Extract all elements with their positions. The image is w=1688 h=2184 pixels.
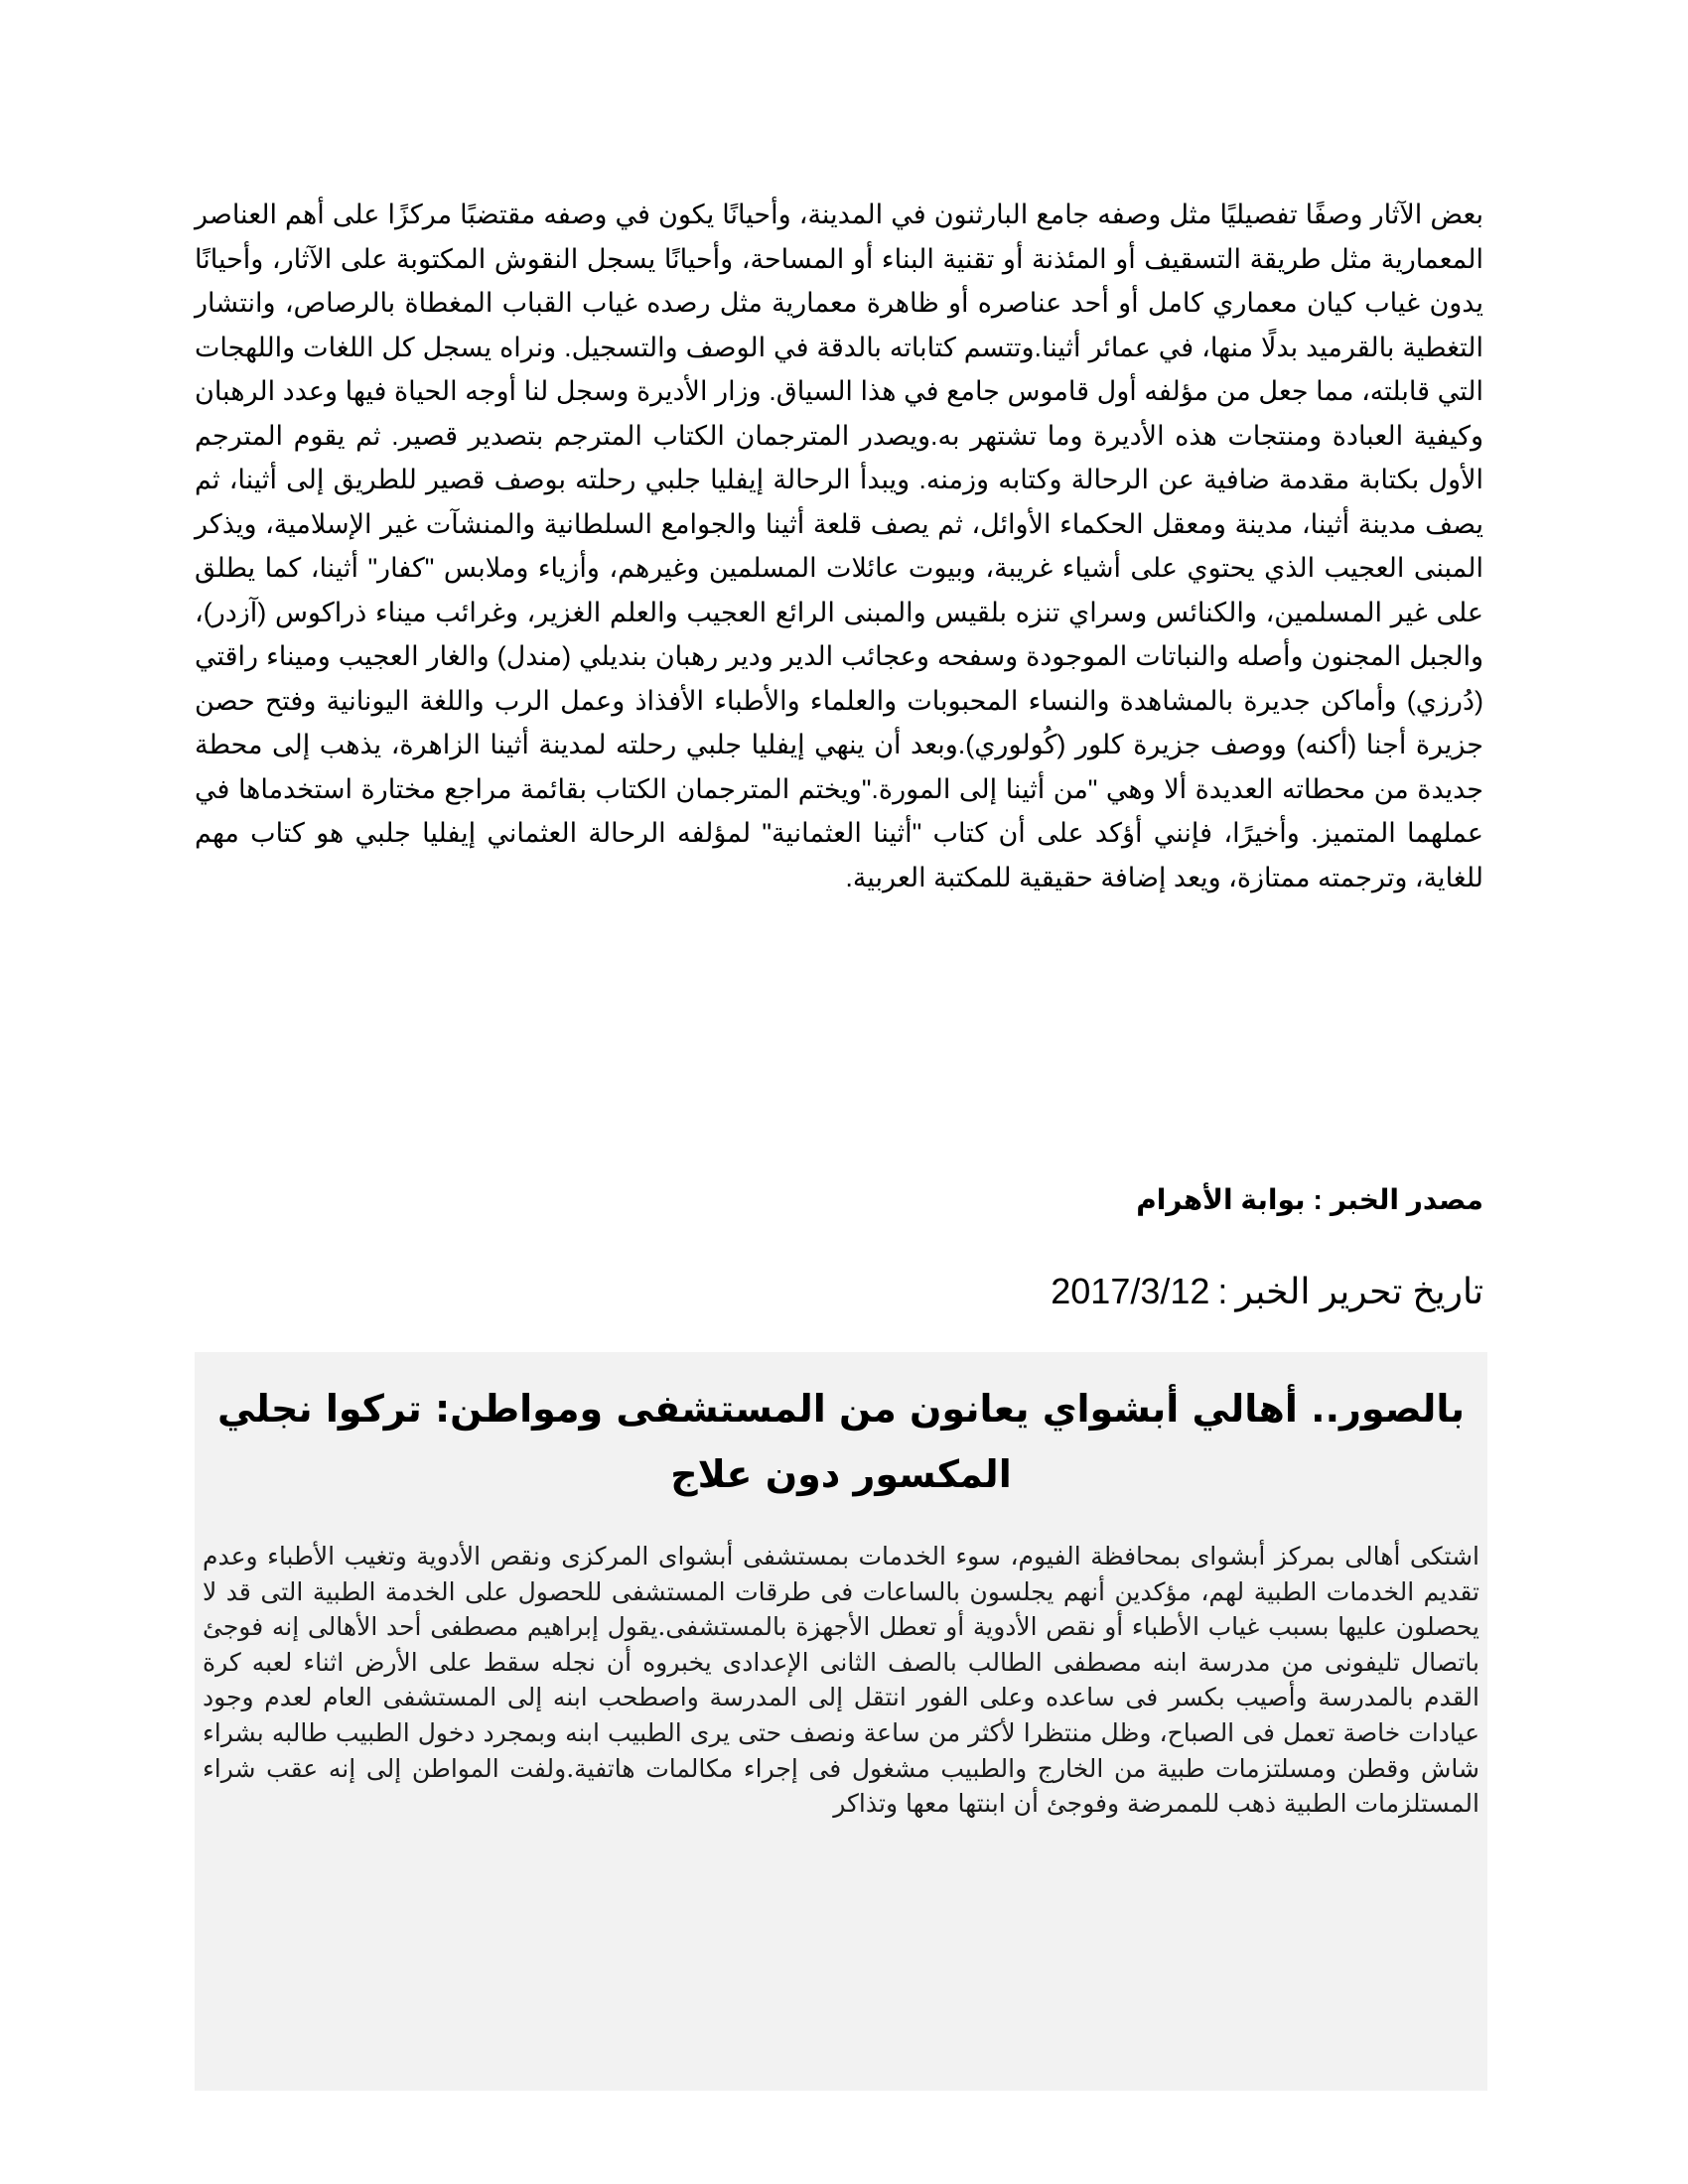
article-body-text: بعض الآثار وصفًا تفصيليًا مثل وصفه جامع البارثنون في المدينة، وأحيانًا يكون في وصفه مقتضبًا مركزًا على أهم العناصر المعمارية مثل طريقة التسقيف أو المئذنة أو تقنية البناء أو المساحة، وأحيانًا يسجل النقوش المكتوبة على الآثار، وأحيانًا يدون غياب كيان معماري كامل أو أحد عناصره أو ظاهرة معمارية مثل رصده غياب القباب المغطاة بالرصاص، وانتشار التغطية بالقرميد بدلًا منها، في عمائر أثينا.وتتسم كتاباته بالدقة في الوصف والتسجيل. ونراه يسجل كل اللغات واللهجات التي قابلته، مما جعل من مؤلفه أول قاموس جامع في هذا السياق. وزار الأديرة وسجل لنا أوجه الحياة فيها وعدد الرهبان وكيفية العبادة ومنتجات هذه الأديرة وما تشتهر به.ويصدر المترجمان الكتاب المترجم بتصدير قصير. ثم يقوم المترجم الأول بكتابة مقدمة ضافية عن الرحالة وكتابه وزمنه. ويبدأ الرحالة إيفليا جلبي رحلته بوصف قصير للطريق إلى أثينا، ثم يصف مدينة أثينا، مدينة ومعقل الحكماء الأوائل، ثم يصف قلعة أثينا والجوامع السلطانية والمنشآت غير الإسلامية، ويذكر المبنى العجيب الذي يحتوي على أشياء غريبة، وبيوت عائلات المسلمين وغيرهم، وأزياء وملابس "كفار" أثينا، كما يطلق على غير المسلمين، والكنائس وسراي تنزه بلقيس والمبنى الرائع العجيب والعلم الغزير، وغرائب ميناء ذراكوس (آزدر)، والجبل المجنون وأصله والنباتات الموجودة وسفحه وعجائب الدير ودير رهبان بنديلي (مندل) والغار العجيب وميناء راقتي (دُرزي) وأماكن جديرة بالمشاهدة والنساء المحبوبات والعلماء والأطباء الأفذاذ وعمل الرب واللغة اليونانية وفتح حصن جزيرة أجنا (أكنه) ووصف جزيرة كلور (كُولوري).وبعد أن ينهي إيفليا جلبي رحلته لمدينة أثينا الزاهرة، يذهب إلى محطة جديدة من محطاته العديدة ألا وهي "من أثينا إلى المورة."ويختم المترجمان الكتاب بقائمة مراجع مختارة استخدماها في عملهما المتميز. وأخيرًا، فإنني أؤكد على أن كتاب "أثينا العثمانية" لمؤلفه الرحالة العثماني إيفليا جلبي هو كتاب مهم للغاية، وترجمته ممتازة، ويعد إضافة حقيقية للمكتبة العربية. [195, 200, 1483, 892]
news-source-label: مصدر الخبر [1330, 1184, 1483, 1215]
news-source-separator: : [1313, 1184, 1323, 1215]
news-date-line [1051, 1271, 1483, 1312]
news-item-body: اشتكى أهالى بمركز أبشواى بمحافظة الفيوم، سوء الخدمات بمستشفى أبشواى المركزى ونقص الأدوية وتغيب الأطباء وعدم تقديم الخدمات الطبية لهم، مؤكدين أنهم يجلسون بالساعات فى طرقات المستشفى للحصول على الخدمة الطبية التى قد لا يحصلون عليها بسبب غياب الأطباء أو نقص الأدوية أو تعطل الأجهزة بالمستشفى.يقول إبراهيم مصطفى أحد الأهالى إنه فوجئ باتصال تليفونى من مدرسة ابنه مصطفى الطالب بالصف الثانى الإعدادى يخبروه أن نجله سقط على الأرض اثناء لعبه كرة القدم بالمدرسة وأصيب بكسر فى ساعده وعلى الفور انتقل إلى المدرسة واصطحب ابنه إلى المستشفى العام لعدم وجود عيادات خاصة تعمل فى الصباح، وظل منتظرا لأكثر من ساعة ونصف حتى يرى الطبيب ابنه وبمجرد دخول الطبيب طالبه بشراء شاش وقطن ومسلتزمات طبية من الخارج والطبيب مشغول فى إجراء مكالمات هاتفية.ولفت المواطن إلى إنه عقب شراء المستلزمات الطبية ذهب للممرضة وفوجئ أن ابنتها معها وتذاكر [203, 1542, 1479, 1819]
news-item-block [195, 1352, 1487, 2091]
news-item-title: بالصور.. أهالي أبشواي يعانون من المستشفى ومواطن: تركوا نجلي المكسور دون علاج [217, 1387, 1465, 1496]
news-source-line [1136, 1183, 1483, 1216]
news-date-value: 2017/3/12 [1051, 1271, 1210, 1311]
news-source-value: بوابة الأهرام [1136, 1184, 1306, 1215]
news-date-separator: : [1217, 1271, 1228, 1311]
news-date-label: تاريخ تحرير الخبر [1235, 1271, 1483, 1311]
